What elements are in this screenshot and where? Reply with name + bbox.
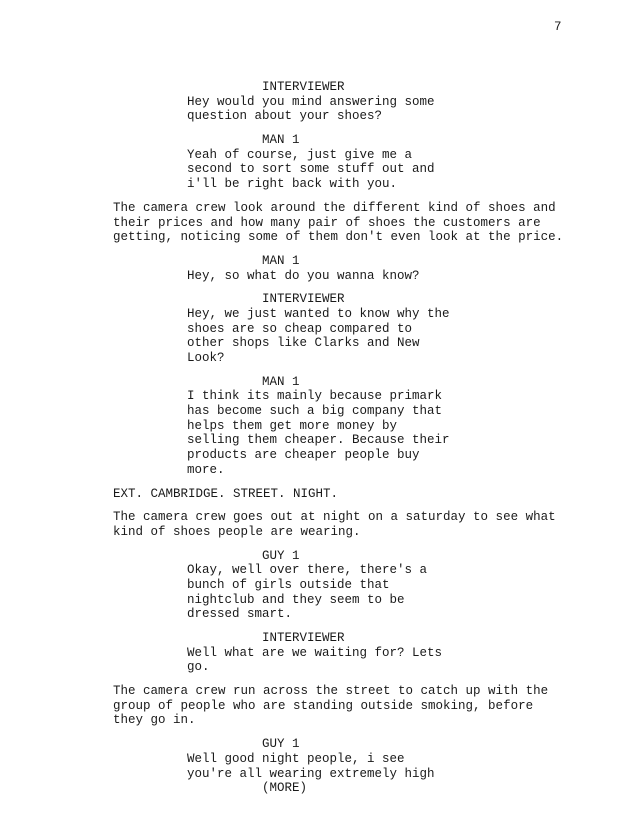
page-number: 7 — [554, 20, 562, 34]
script-line: I think its mainly because primark — [187, 389, 443, 404]
script-line: go. — [187, 660, 210, 675]
dialogue — [0, 752, 638, 781]
script-line: bunch of girls outside that — [187, 577, 390, 592]
dialogue — [0, 269, 638, 284]
dialogue — [0, 646, 638, 675]
script-line: nightclub and they seem to be — [187, 592, 405, 607]
script-line: i'll be right back with you. — [187, 177, 398, 192]
script-line: their prices and how many pair of shoes the customers are — [113, 215, 541, 230]
character-name — [0, 133, 638, 148]
script-line: more. — [187, 462, 225, 477]
speech — [0, 737, 638, 796]
script-line: other shops like Clarks and New — [187, 336, 420, 351]
character-name — [0, 375, 638, 390]
speech — [0, 292, 638, 365]
script-line: group of people who are standing outside smoking, before — [113, 698, 534, 713]
script-line: The camera crew run across the street to catch up with the — [113, 684, 549, 699]
script-line: getting, noticing some of them don't even look at the price. — [113, 230, 564, 245]
script-line: they go in. — [113, 713, 196, 728]
dialogue — [0, 148, 638, 192]
character-name — [0, 254, 638, 269]
script-line: The camera crew look around the different kind of shoes and — [113, 200, 556, 215]
script-line: selling them cheaper. Because their — [187, 433, 450, 448]
character-name — [0, 549, 638, 564]
script-line: Look? — [187, 351, 225, 365]
script-line: helps them get more money by — [187, 418, 398, 433]
speech — [0, 549, 638, 622]
speech — [0, 375, 638, 478]
script-line: Okay, well over there, there's a — [187, 563, 428, 578]
character-name — [0, 737, 638, 752]
script-line: GUY 1 — [262, 737, 300, 752]
dialogue — [0, 307, 638, 366]
script-line: products are cheaper people buy — [187, 448, 420, 463]
script-line: The camera crew goes out at night on a saturday to see what — [113, 510, 556, 525]
script-line: Yeah of course, just give me a — [187, 147, 413, 162]
script-line: Hey, so what do you wanna know? — [187, 268, 420, 283]
script-line: Hey would you mind answering some — [187, 94, 435, 109]
script-line: MAN 1 — [262, 133, 300, 148]
speech — [0, 631, 638, 675]
action-description — [0, 510, 638, 539]
dialogue — [0, 389, 638, 477]
script-line: MAN 1 — [262, 253, 300, 268]
speech — [0, 133, 638, 192]
script-body — [0, 80, 638, 805]
speech — [0, 80, 638, 124]
script-line: dressed smart. — [187, 607, 293, 622]
action-description — [0, 684, 638, 728]
script-line: you're all wearing extremely high — [187, 766, 435, 781]
script-line: GUY 1 — [262, 548, 300, 563]
speech — [0, 254, 638, 283]
more-continuation — [0, 781, 638, 796]
action-description — [0, 201, 638, 245]
script-line: MAN 1 — [262, 374, 300, 389]
script-line: INTERVIEWER — [262, 80, 345, 94]
script-line: kind of shoes people are wearing. — [113, 524, 361, 539]
script-line: Hey, we just wanted to know why the — [187, 306, 450, 321]
script-line: INTERVIEWER — [262, 292, 345, 307]
script-line: has become such a big company that — [187, 404, 443, 419]
script-line: Well what are we waiting for? Lets — [187, 645, 443, 660]
script-line: (MORE) — [262, 781, 308, 796]
character-name — [0, 631, 638, 646]
script-line: EXT. CAMBRIDGE. STREET. NIGHT. — [113, 486, 339, 501]
character-name — [0, 80, 638, 95]
dialogue — [0, 95, 638, 124]
script-line: INTERVIEWER — [262, 631, 345, 645]
script-line: question about your shoes? — [187, 109, 383, 124]
script-line: Well good night people, i see — [187, 751, 405, 766]
dialogue — [0, 563, 638, 622]
script-line: shoes are so cheap compared to — [187, 321, 413, 336]
character-name — [0, 292, 638, 307]
scene-heading — [0, 487, 638, 502]
script-line: second to sort some stuff out and — [187, 162, 435, 177]
